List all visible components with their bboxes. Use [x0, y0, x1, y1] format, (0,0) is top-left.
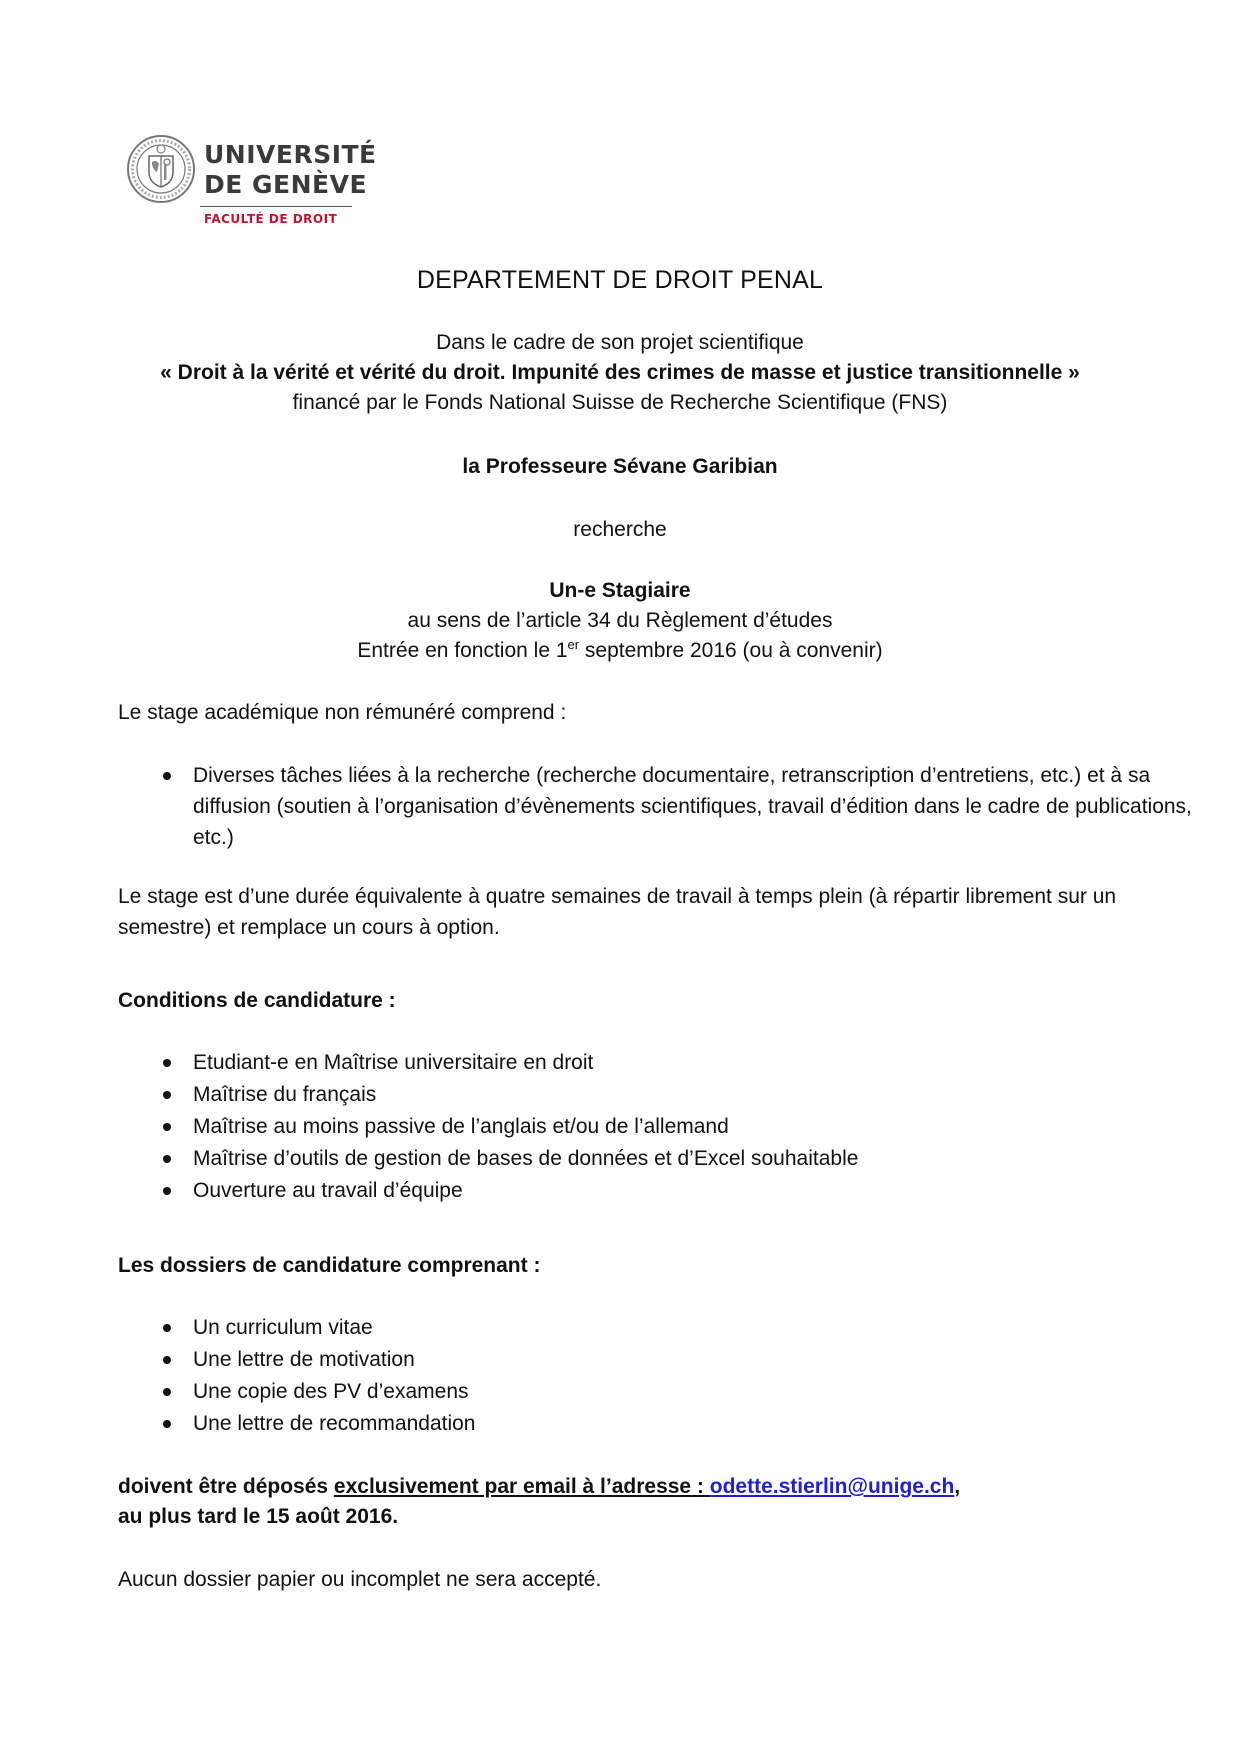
professor-name: la Professeure Sévane Garibian [462, 455, 778, 478]
list-item: Maîtrise au moins passive de l’anglais et/ou de l’allemand [118, 1111, 858, 1143]
department-title: DEPARTEMENT DE DROIT PENAL [416, 266, 824, 294]
dossiers-list [118, 1312, 476, 1440]
contact-email-link[interactable]: odette.stierlin@unige.ch [709, 1475, 955, 1498]
list-item: Etudiant-e en Maîtrise universitaire en droit [118, 1047, 858, 1079]
project-intro: Dans le cadre de son projet scientifique [436, 331, 804, 354]
project-funding: financé par le Fonds National Suisse de Recherche Scientifique (FNS) [292, 391, 948, 414]
deposit-comma: , [954, 1475, 961, 1498]
deposit-instructions [118, 1475, 960, 1499]
final-note: Aucun dossier papier ou incomplet ne sera accepté. [118, 1568, 602, 1591]
stage-intro: Le stage académique non rémunéré comprend : [118, 701, 567, 724]
logo-university-line: UNIVERSITÉ [204, 140, 377, 169]
list-item: Une lettre de motivation [118, 1344, 476, 1376]
stage-duration: Le stage est d’une durée équivalente à quatre semaines de travail à temps plein (à répartir librement sur un semestre) et remplace un cours à option. [118, 885, 1117, 939]
start-date-after: septembre 2016 (ou à convenir) [579, 639, 883, 662]
list-item: Diverses tâches liées à la recherche (recherche documentaire, retranscription d’entretiens, etc.) et à sa diffusion (soutien à l’organisation d’évènements scientifiques, travail d’édition dans le cadre de publications, etc.) [118, 760, 1233, 853]
list-item: Maîtrise d’outils de gestion de bases de données et d’Excel souhaitable [118, 1143, 858, 1175]
position-title: Un-e Stagiaire [549, 579, 691, 602]
logo-divider [200, 206, 352, 207]
conditions-heading: Conditions de candidature : [118, 989, 396, 1012]
logo-faculty: FACULTÉ DE DROIT [204, 212, 338, 226]
deposit-before: doivent être déposés [118, 1475, 334, 1498]
position-start-date [0, 639, 1240, 663]
start-date-before: Entrée en fonction le 1 [357, 639, 568, 662]
geneva-coat-of-arms-seal-icon [126, 134, 196, 204]
list-item: Ouverture au travail d’équipe [118, 1175, 858, 1207]
deposit-method: exclusivement par email à l’adresse : [333, 1475, 710, 1498]
position-subtitle: au sens de l’article 34 du Règlement d’études [407, 609, 833, 632]
stage-task-list [118, 760, 1233, 853]
university-logo [126, 126, 377, 226]
recherche-text: recherche [573, 518, 667, 541]
project-title: « Droit à la vérité et vérité du droit. Impunité des crimes de masse et justice transitionnelle » [160, 361, 1080, 384]
logo-geneva-line: DE GENÈVE [204, 170, 368, 199]
conditions-list [118, 1047, 858, 1207]
list-item: Un curriculum vitae [118, 1312, 476, 1344]
list-item: Une copie des PV d’examens [118, 1376, 476, 1408]
list-item: Une lettre de recommandation [118, 1408, 476, 1440]
start-date-superscript: er [567, 637, 580, 652]
deposit-deadline: au plus tard le 15 août 2016. [118, 1505, 399, 1528]
dossiers-heading: Les dossiers de candidature comprenant : [118, 1254, 541, 1277]
list-item: Maîtrise du français [118, 1079, 858, 1111]
